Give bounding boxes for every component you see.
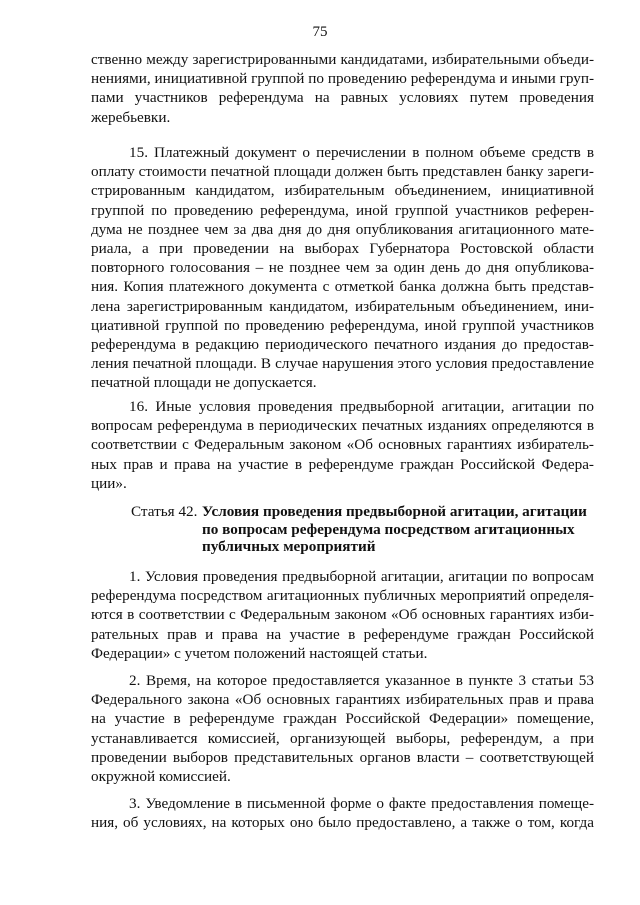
- text-line: повторного голосования – не позднее чем за один день до дня опубликова-: [91, 259, 594, 277]
- text-line: оплату стоимости печатной площади должен быть представлен банку зареги-: [91, 163, 594, 181]
- text-line: ции».: [91, 474, 127, 492]
- article-title-line: публичных мероприятий: [202, 538, 376, 555]
- text-line: ления печатной площади. В случае нарушения этого условия предоставление: [91, 355, 594, 373]
- text-line: 16. Иные условия проведения предвыборной агитации, агитации по: [129, 398, 594, 415]
- paragraph-article-item-2: [91, 671, 594, 786]
- paragraph-item-15: [91, 143, 594, 392]
- text-line: циативной группой по проведению референдума, иной группой участников: [91, 316, 594, 334]
- text-line: устанавливается комиссией, организующей выборы, референдум, а при: [91, 729, 594, 747]
- text-line: дума не позднее чем за два дня до дня опубликования агитационного мате-: [91, 220, 594, 238]
- text-line: соответствии с Федеральным законом «Об основных гарантиях избиратель-: [91, 436, 594, 454]
- text-line: лена зарегистрированным кандидатом, избирательным объединением, ини-: [91, 297, 594, 315]
- text-line: ных прав и права на участие в референдуме граждан Российской Федера-: [91, 455, 594, 473]
- text-line: вопросам референдума в периодических печатных изданиях определяются в: [91, 417, 594, 435]
- text-line: пами участников референдума на равных условиях путем проведения: [91, 89, 594, 107]
- text-line: Федерации» с учетом положений настоящей статьи.: [91, 644, 428, 662]
- text-line: 1. Условия проведения предвыборной агитации, агитации по вопросам: [129, 568, 594, 585]
- text-line: 2. Время, на которое предоставляется указанное в пункте 3 статьи 53: [129, 672, 594, 689]
- text-line: ния, об условиях, на которых оно было предоставлено, а также о том, когда: [91, 814, 594, 832]
- text-line: стрированным кандидатом, избирательным объединением, инициативной: [91, 182, 594, 200]
- article-heading: [131, 503, 601, 559]
- paragraph-article-item-3: [91, 794, 594, 832]
- text-line: 3. Уведомление в письменной форме о факте предоставления помеще-: [129, 795, 594, 812]
- article-title-line: Условия проведения предвыборной агитации, агитации: [202, 503, 587, 520]
- paragraph-article-item-1: [91, 567, 594, 663]
- article-title: [202, 503, 602, 556]
- text-line: референдума в редакцию периодического печатного издания до предостав-: [91, 335, 594, 353]
- text-line: нениями, инициативной группой по проведению референдума и иными груп-: [91, 70, 594, 88]
- text-line: Федерального закона «Об основных гарантиях избирательных прав и права: [91, 691, 594, 709]
- text-line: группой по проведению референдума, иной группой участников референ-: [91, 201, 594, 219]
- text-line: ния. Копия платежного документа с отметкой банка должна быть представ-: [91, 278, 594, 296]
- paragraph-item-16: [91, 397, 594, 493]
- article-label: Статья 42.: [131, 503, 198, 520]
- text-line: на участие в референдуме граждан Российской Федерации» помещение,: [91, 710, 594, 728]
- page-number: 75: [312, 24, 328, 40]
- text-line: риала, а при проведении на выборах Губернатора Ростовской области: [91, 239, 594, 257]
- text-line: ются в соответствии с Федеральным законом «Об основных гарантиях изби-: [91, 606, 594, 624]
- text-line: проведении выборов представительных органов власти – соответствующей: [91, 748, 594, 766]
- text-line: рательных прав и права на участие в референдуме граждан Российской: [91, 625, 594, 643]
- text-line: окружной комиссией.: [91, 767, 231, 785]
- text-line: ственно между зарегистрированными кандидатами, избирательными объеди-: [91, 51, 594, 68]
- article-title-line: по вопросам референдума посредством агитационных: [202, 520, 575, 538]
- text-line: жеребьевки.: [91, 108, 171, 126]
- text-line: 15. Платежный документ о перечислении в полном объеме средств в: [129, 144, 594, 161]
- text-line: референдума посредством агитационных публичных мероприятий определя-: [91, 587, 594, 605]
- paragraph-continuation: [91, 50, 594, 127]
- text-line: печатной площади не допускается.: [91, 374, 317, 392]
